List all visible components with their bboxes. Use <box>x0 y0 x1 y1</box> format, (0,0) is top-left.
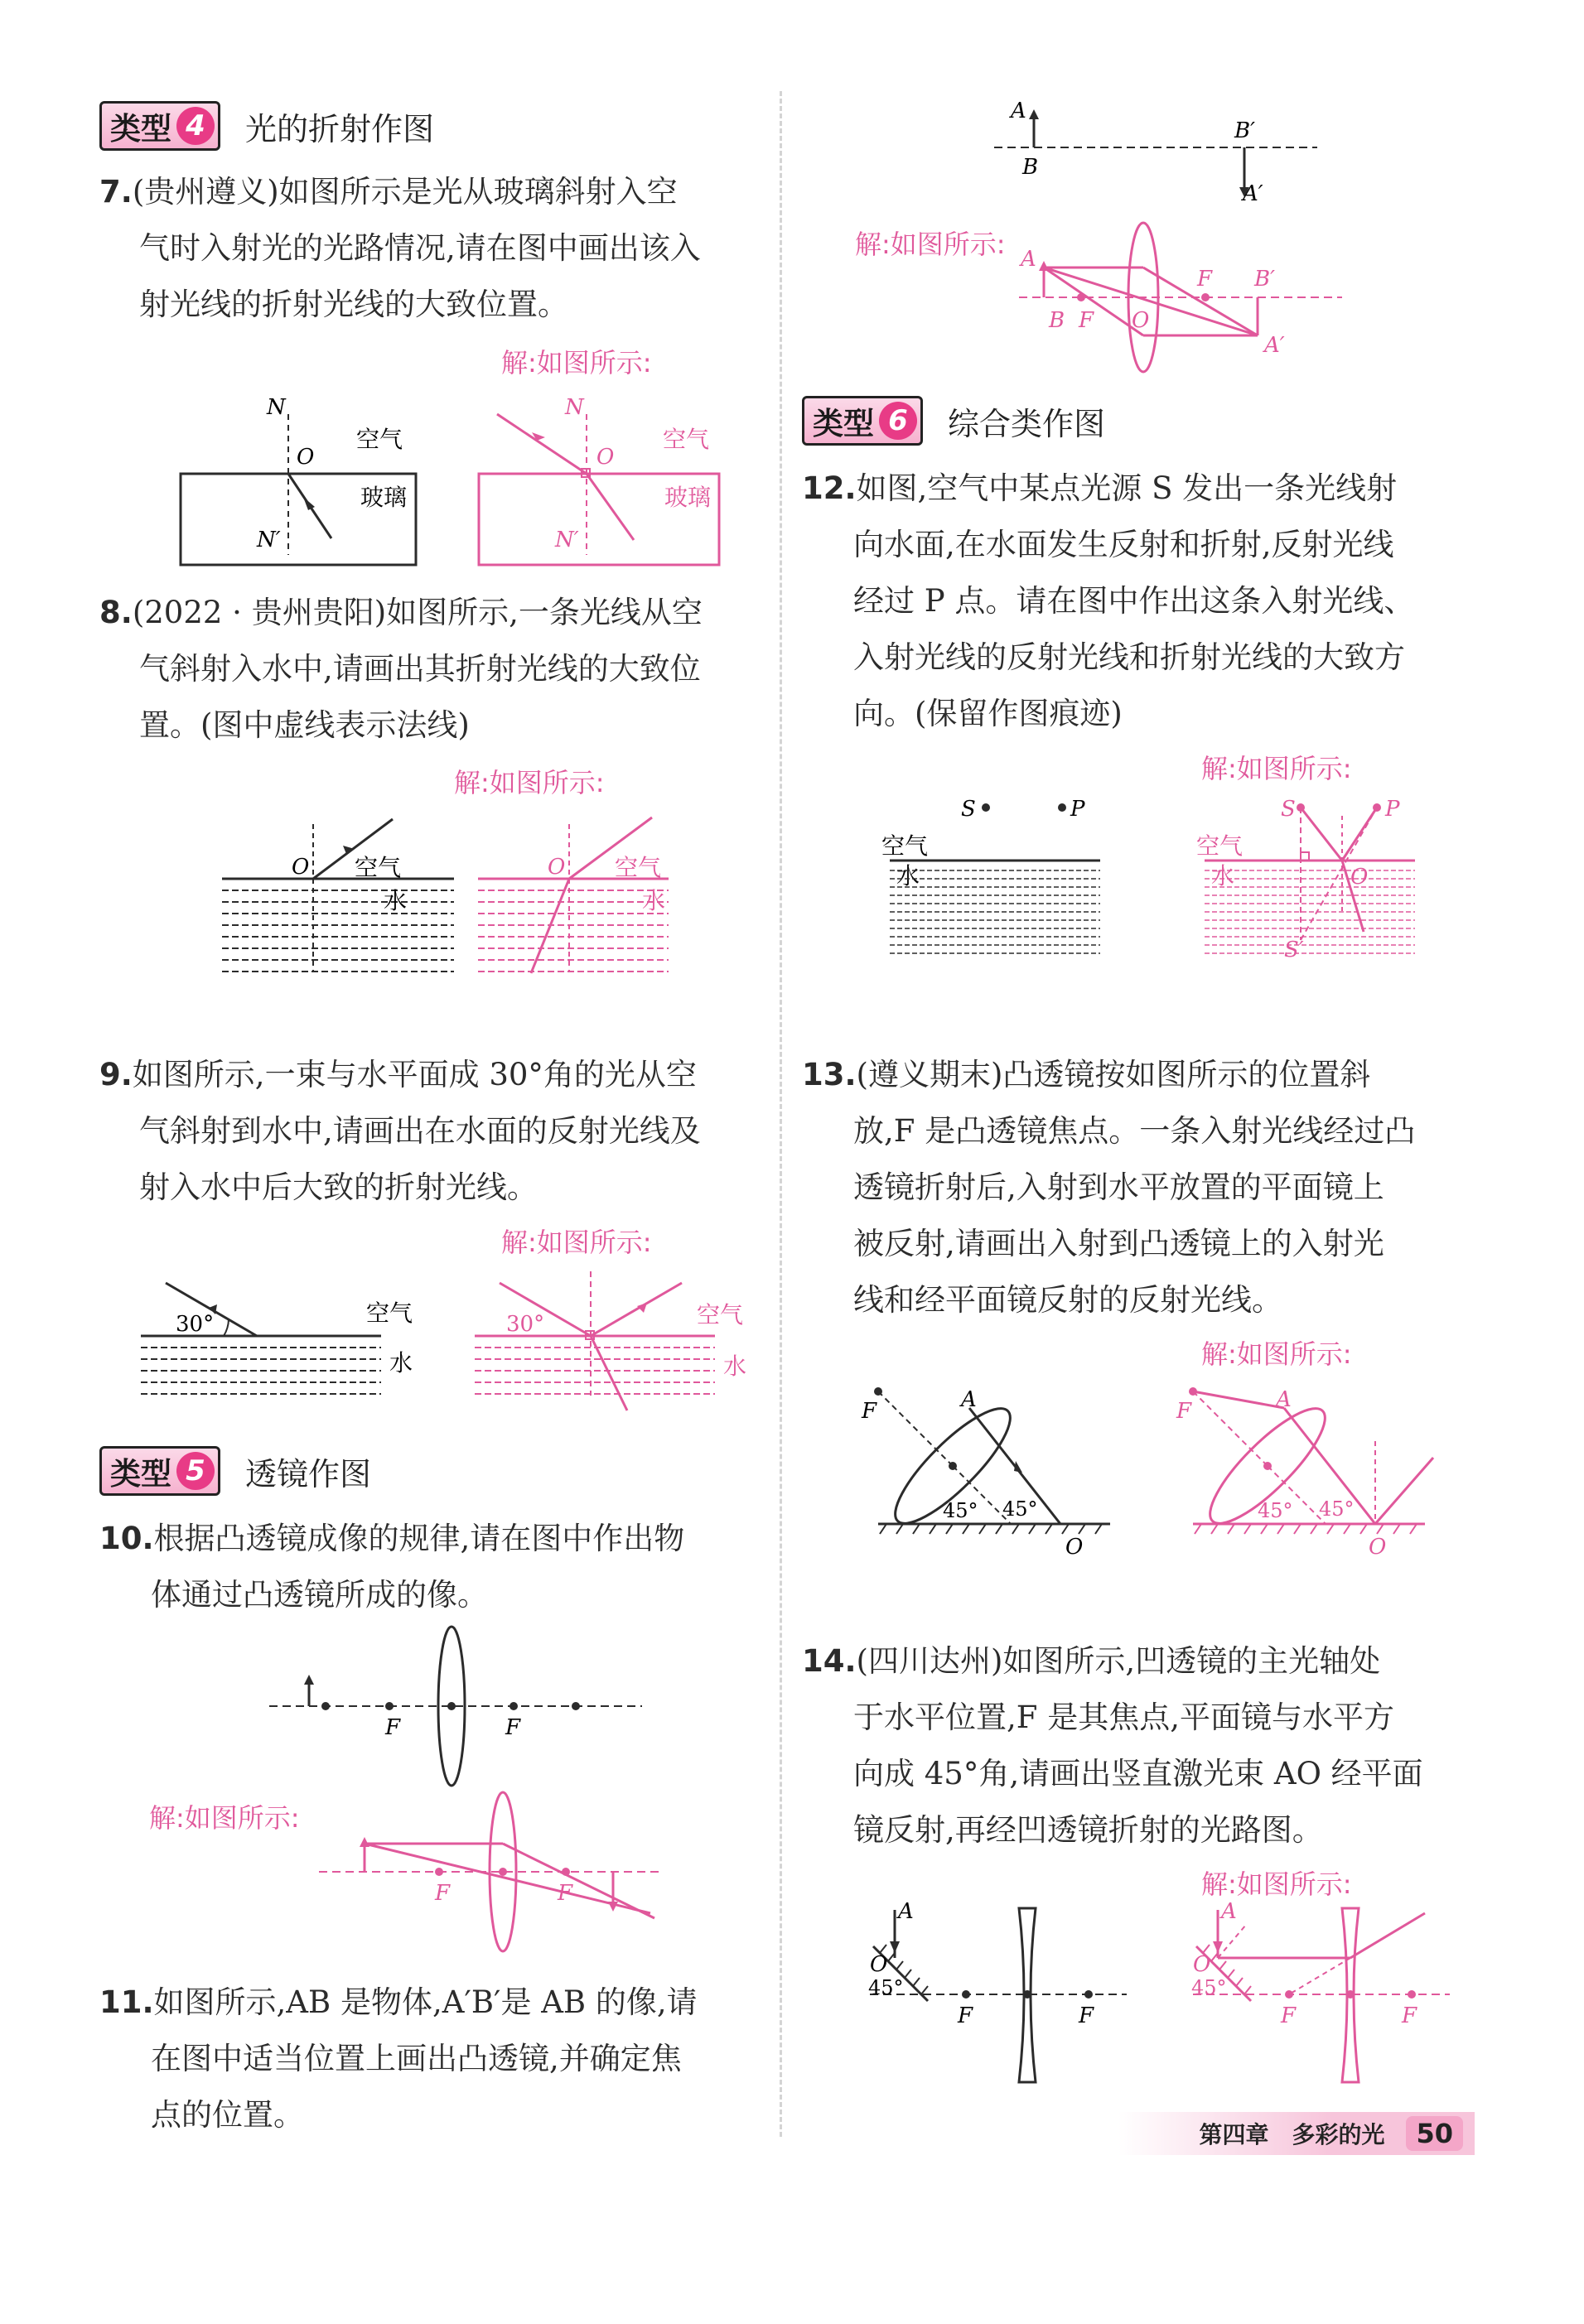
svg-text:30°: 30° <box>176 1312 215 1337</box>
answer-label: 解:如图所示: <box>149 1802 300 1834</box>
svg-text:45°: 45° <box>1002 1497 1038 1521</box>
svg-text:空气: 空气 <box>881 832 929 860</box>
section-tag: 类型 6 <box>802 396 923 446</box>
page-number: 50 <box>1406 2116 1463 2151</box>
svg-text:O: O <box>548 855 566 880</box>
svg-text:空气: 空气 <box>615 854 662 881</box>
q8-figure <box>222 808 462 981</box>
section-header-5 <box>99 1446 371 1496</box>
question-11: 11.如图所示,AB 是物体,A′B′是 AB 的像,请 在图中适当位置上画出凸透镜,并确定焦 点的位置。 <box>99 1984 698 2133</box>
question-8: 8.(2022 · 贵州贵阳)如图所示,一条光线从空 气斜射入水中,请画出其折射光线的大致位 置。(图中虚线表示法线) <box>99 595 703 743</box>
svg-text:B: B <box>1022 155 1039 180</box>
svg-text:玻璃: 玻璃 <box>360 484 408 511</box>
section-tag: 类型 4 <box>99 101 220 151</box>
section-title: 透镜作图 <box>245 1455 372 1492</box>
svg-text:F: F <box>1079 308 1094 333</box>
answer-label: 解:如图所示: <box>1201 1868 1352 1900</box>
svg-text:空气: 空气 <box>356 426 403 453</box>
q9-figure <box>141 1271 423 1396</box>
section-header-4 <box>99 101 434 151</box>
q13-answer-figure <box>1176 1375 1442 1565</box>
svg-text:S: S <box>1281 797 1296 822</box>
svg-text:45°: 45° <box>868 1976 904 1999</box>
svg-text:F: F <box>505 1715 521 1740</box>
svg-text:F: F <box>1281 2003 1297 2028</box>
section-header-6 <box>802 396 1105 446</box>
svg-text:P: P <box>1070 797 1085 822</box>
svg-text:F: F <box>1402 2003 1417 2028</box>
svg-text:O: O <box>1132 308 1150 333</box>
page-footer <box>1118 2112 1475 2155</box>
answer-label: 解:如图所示: <box>501 347 652 378</box>
answer-label: 解:如图所示: <box>855 229 1006 260</box>
svg-text:水: 水 <box>1211 862 1235 890</box>
svg-text:F: F <box>1197 267 1213 292</box>
q11-answer-figure <box>1019 219 1350 377</box>
svg-text:45°: 45° <box>1191 1976 1227 1999</box>
svg-text:45°: 45° <box>1319 1497 1355 1521</box>
q13-figure <box>862 1375 1127 1565</box>
section-title: 光的折射作图 <box>245 110 435 147</box>
svg-text:A′: A′ <box>1243 181 1263 206</box>
svg-text:空气: 空气 <box>1196 832 1244 860</box>
q9-answer-figure <box>475 1271 756 1420</box>
svg-text:S: S <box>961 797 976 822</box>
answer-label: 解:如图所示: <box>501 1227 652 1258</box>
svg-text:A: A <box>898 1899 914 1924</box>
svg-text:水: 水 <box>384 887 408 914</box>
q14-figure <box>862 1899 1135 2104</box>
svg-text:O: O <box>1065 1535 1084 1560</box>
svg-text:F: F <box>958 2003 973 2028</box>
q7-answer-figure <box>472 389 729 571</box>
svg-text:A′: A′ <box>1264 333 1285 358</box>
svg-text:空气: 空气 <box>355 854 402 881</box>
svg-text:玻璃: 玻璃 <box>664 484 712 511</box>
q14-answer-figure <box>1185 1899 1458 2104</box>
svg-text:空气: 空气 <box>697 1301 744 1328</box>
svg-text:O: O <box>292 855 310 880</box>
section-title: 综合类作图 <box>948 405 1106 442</box>
svg-text:S′: S′ <box>1284 938 1304 962</box>
svg-text:O: O <box>297 445 315 470</box>
svg-text:45°: 45° <box>1258 1499 1293 1522</box>
chapter-title: 第四章 多彩的光 <box>1199 2121 1385 2148</box>
question-14: 14.(四川达州)如图所示,凹透镜的主光轴处 于水平位置,F 是其焦点,平面镜与水平方 向成 45°角,请画出竖直激光束 AO 经平面 镜反射,再经凹透镜折射的光路图。 <box>802 1643 1423 1848</box>
svg-text:F: F <box>1079 2003 1094 2028</box>
svg-text:N′: N′ <box>555 528 579 552</box>
svg-text:N′: N′ <box>257 528 281 552</box>
svg-text:空气: 空气 <box>366 1299 413 1327</box>
svg-text:30°: 30° <box>506 1312 545 1337</box>
svg-text:A: A <box>961 1387 977 1412</box>
svg-text:B: B <box>1049 308 1065 333</box>
svg-text:P: P <box>1385 797 1400 822</box>
q12-answer-figure <box>1193 791 1425 965</box>
section-tag: 类型 5 <box>99 1446 220 1496</box>
answer-label: 解:如图所示: <box>1201 753 1352 784</box>
svg-text:水: 水 <box>389 1349 413 1377</box>
q11-figure <box>994 98 1326 214</box>
svg-text:A: A <box>1221 1899 1237 1924</box>
svg-text:O: O <box>1193 1952 1211 1977</box>
q7-figure <box>174 389 423 571</box>
answer-label: 解:如图所示: <box>454 767 605 798</box>
svg-text:F: F <box>435 1881 451 1906</box>
question-9: 9.如图所示,一束与水平面成 30°角的光从空 气斜射到水中,请画出在水面的反射光线及 射入水中后大致的折射光线。 <box>99 1057 701 1205</box>
q10-answer-figure <box>319 1789 667 1955</box>
svg-text:45°: 45° <box>943 1499 978 1522</box>
q10-figure <box>269 1623 650 1789</box>
svg-text:水: 水 <box>896 862 920 890</box>
svg-text:O: O <box>870 1952 888 1977</box>
svg-text:A: A <box>1011 99 1026 123</box>
svg-text:F: F <box>558 1881 573 1906</box>
svg-text:A: A <box>1276 1387 1292 1412</box>
question-10: 10.根据凸透镜成像的规律,请在图中作出物 体通过凸透镜所成的像。 <box>99 1521 685 1613</box>
svg-text:O: O <box>1350 865 1369 890</box>
svg-text:A: A <box>1021 247 1036 272</box>
column-divider <box>780 91 782 2137</box>
svg-text:水: 水 <box>642 887 666 914</box>
svg-text:水: 水 <box>723 1352 747 1380</box>
svg-text:F: F <box>385 1715 401 1740</box>
q8-answer-figure <box>478 808 685 981</box>
question-13: 13.(遵义期末)凸透镜按如图所示的位置斜 放,F 是凸透镜焦点。一条入射光线经过凸 透镜折射后,入射到水平放置的平面镜上 被反射,请画出入射到凸透镜上的入射光 线和经平面镜反射的反射光线。 <box>802 1057 1416 1318</box>
svg-text:B′: B′ <box>1254 267 1276 292</box>
svg-text:O: O <box>1369 1535 1387 1560</box>
svg-text:B′: B′ <box>1234 118 1256 143</box>
svg-text:O: O <box>596 445 615 470</box>
svg-text:空气: 空气 <box>663 426 710 453</box>
svg-text:F: F <box>862 1399 877 1424</box>
q12-figure <box>878 791 1110 965</box>
answer-label: 解:如图所示: <box>1201 1338 1352 1370</box>
question-7: 7.(贵州遵义)如图所示是光从玻璃斜射入空 气时入射光的光路情况,请在图中画出该入 射光线的折射光线的大致位置。 <box>99 174 701 322</box>
svg-text:N: N <box>565 395 584 420</box>
svg-text:F: F <box>1176 1399 1192 1424</box>
svg-text:N: N <box>267 395 286 420</box>
question-12: 12.如图,空气中某点光源 S 发出一条光线射 向水面,在水面发生反射和折射,反射光线 经过 P 点。请在图中作出这条入射光线、 入射光线的反射光线和折射光线的大致方 向。(保留作图痕迹) <box>802 470 1415 731</box>
